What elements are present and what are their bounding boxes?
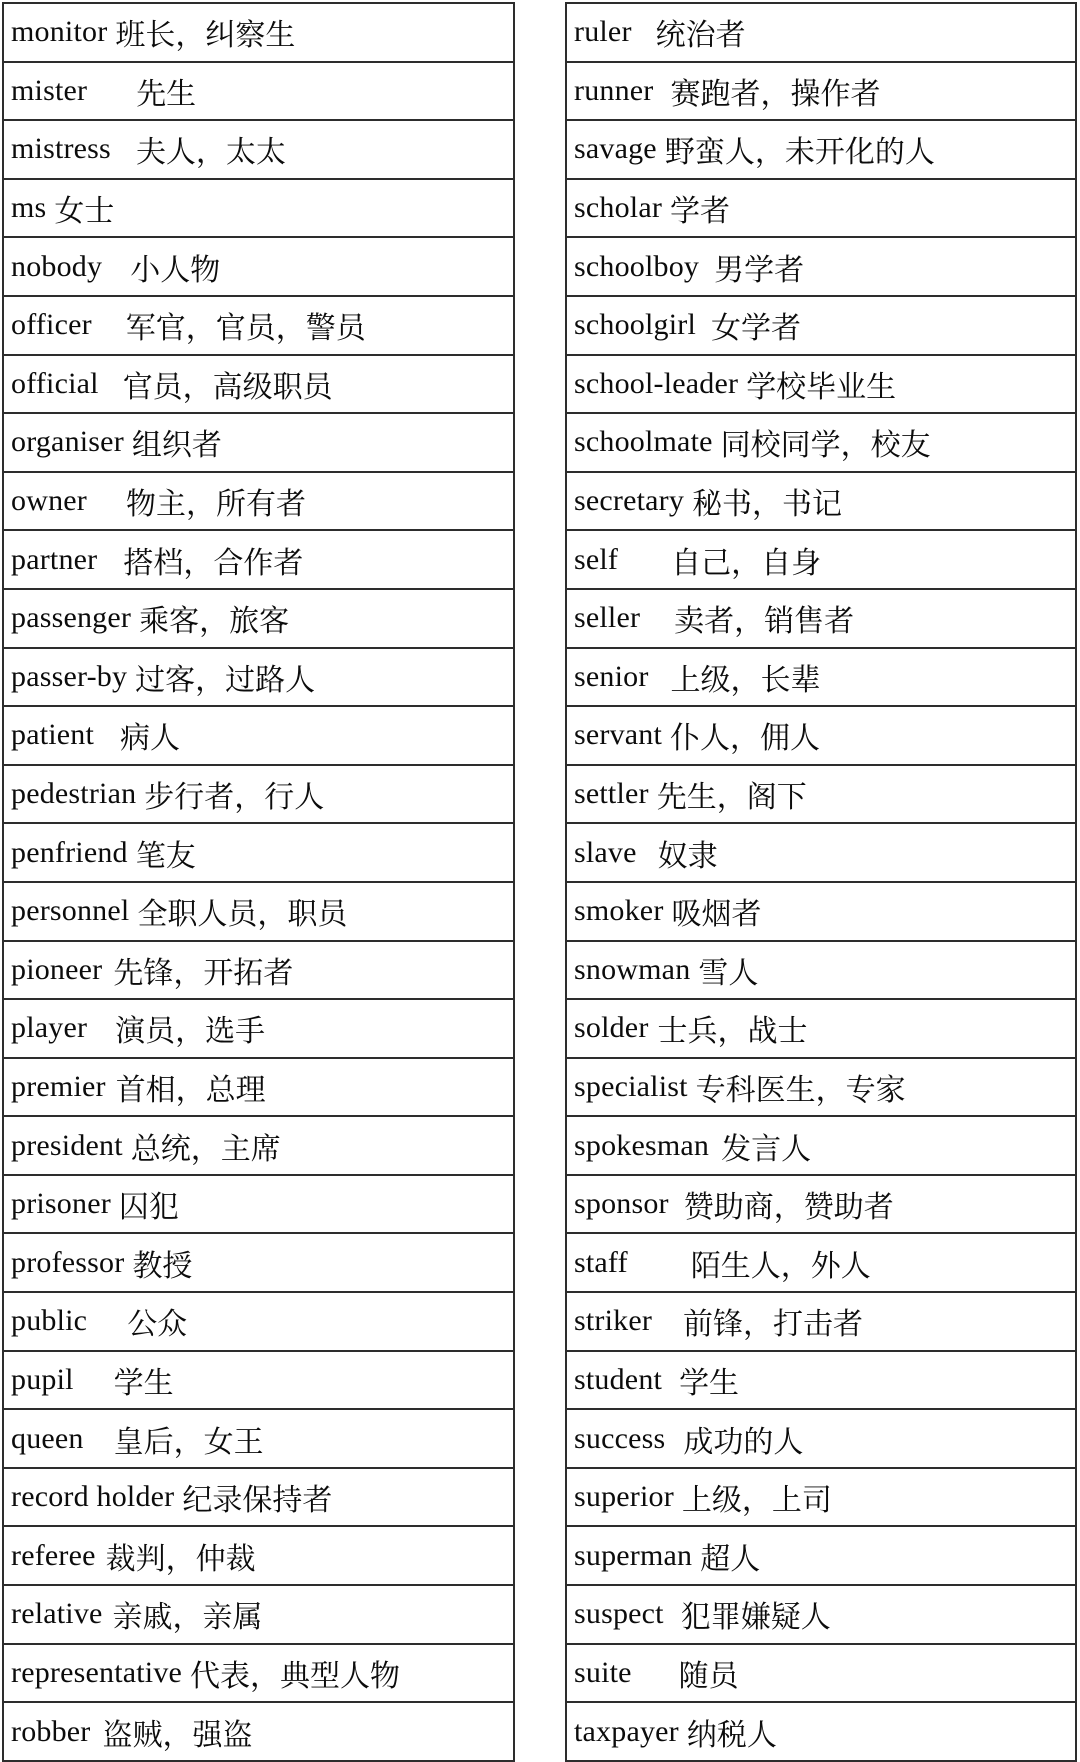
chinese-translation: 教授 (132, 1249, 193, 1283)
chinese-translation: 亲戚，亲属 (112, 1601, 263, 1635)
english-word: snowman (574, 952, 691, 986)
vocab-row (566, 179, 1076, 238)
chinese-translation: 皇后，女王 (113, 1425, 264, 1459)
english-word: president (11, 1128, 123, 1162)
english-word: relative (11, 1597, 103, 1631)
chinese-translation: 物主，所有者 (125, 488, 306, 522)
vocab-cell (3, 1116, 514, 1175)
vocab-cell (3, 237, 514, 296)
vocab-row (566, 355, 1076, 414)
chinese-translation: 夫人，太太 (135, 136, 286, 170)
english-word: nobody (11, 249, 103, 283)
vocab-cell (566, 1116, 1076, 1175)
vocab-cell (566, 530, 1076, 589)
vocab-cell (3, 1175, 514, 1234)
vocab-row (566, 1468, 1076, 1527)
vocab-row (3, 1292, 514, 1351)
vocab-cell (3, 1526, 514, 1585)
vocab-row (3, 1233, 514, 1292)
chinese-translation: 官员，高级职员 (122, 370, 333, 404)
vocab-row (566, 62, 1076, 121)
vocab-row (566, 1644, 1076, 1703)
vocab-row (3, 706, 514, 765)
chinese-translation: 上级，长辈 (670, 663, 821, 697)
vocab-cell (566, 296, 1076, 355)
vocab-row (566, 472, 1076, 531)
chinese-translation: 同校同学，校友 (720, 429, 931, 463)
chinese-translation: 卖者，销售者 (674, 605, 855, 639)
chinese-translation: 女士 (54, 195, 115, 229)
vocab-cell (566, 413, 1076, 472)
english-word: schoolboy (574, 249, 700, 283)
vocab-cell (3, 1233, 514, 1292)
english-word: referee (11, 1538, 96, 1572)
vocab-cell (566, 1175, 1076, 1234)
vocab-row (3, 1702, 514, 1761)
chinese-translation: 陌生人，外人 (690, 1249, 871, 1283)
vocab-cell (3, 999, 514, 1058)
english-word: mistress (11, 132, 111, 166)
english-word: student (574, 1362, 663, 1396)
vocab-cell (3, 1644, 514, 1703)
vocab-cell (566, 237, 1076, 296)
english-word: passenger (11, 601, 132, 635)
english-word: player (11, 1011, 88, 1045)
vocab-row (566, 3, 1076, 62)
english-word: school-leader (574, 366, 739, 400)
chinese-translation: 学生 (113, 1366, 174, 1400)
vocab-cell (566, 3, 1076, 62)
vocab-row (566, 1233, 1076, 1292)
vocab-cell (3, 179, 514, 238)
chinese-translation: 步行者，行人 (144, 781, 325, 815)
vocab-row (3, 296, 514, 355)
english-word: slave (574, 835, 637, 869)
english-word: schoolmate (574, 425, 713, 459)
vocab-row (3, 355, 514, 414)
vocab-cell (3, 882, 514, 941)
english-word: superman (574, 1538, 693, 1572)
vocab-cell (3, 1292, 514, 1351)
english-word: secretary (574, 484, 685, 518)
chinese-translation: 囚犯 (118, 1191, 179, 1225)
chinese-translation: 盗贼，强盗 (102, 1718, 253, 1752)
english-word: solder (574, 1011, 649, 1045)
english-word: officer (11, 308, 92, 342)
english-word: owner (11, 484, 87, 518)
vocab-cell (566, 1585, 1076, 1644)
english-word: self (574, 542, 619, 576)
vocab-cell (3, 941, 514, 1000)
vocab-cell (566, 823, 1076, 882)
vocab-cell (566, 882, 1076, 941)
english-word: settler (574, 777, 649, 811)
vocab-row (566, 765, 1076, 824)
vocab-row (566, 296, 1076, 355)
vocab-row (566, 706, 1076, 765)
english-word: ms (11, 191, 47, 225)
english-word: passer-by (11, 659, 128, 693)
english-word: partner (11, 542, 98, 576)
english-word: seller (574, 601, 641, 635)
vocab-row (3, 530, 514, 589)
vocab-row (3, 882, 514, 941)
vocab-row (566, 823, 1076, 882)
chinese-translation: 上级，上司 (681, 1484, 832, 1518)
english-word: queen (11, 1421, 84, 1455)
chinese-translation: 班长，纠察生 (115, 19, 296, 53)
vocab-row (3, 1468, 514, 1527)
vocab-row (3, 237, 514, 296)
vocab-cell (3, 823, 514, 882)
english-word: striker (574, 1304, 653, 1338)
chinese-translation: 自己，自身 (671, 546, 822, 580)
vocab-row (3, 413, 514, 472)
chinese-translation: 女学者 (711, 312, 801, 346)
vocab-cell (566, 1468, 1076, 1527)
vocab-row (3, 120, 514, 179)
vocab-cell (566, 179, 1076, 238)
chinese-translation: 犯罪嫌疑人 (680, 1601, 831, 1635)
chinese-translation: 全职人员，职员 (137, 898, 348, 932)
english-word: mister (11, 73, 88, 107)
vocab-row (566, 1526, 1076, 1585)
chinese-translation: 代表，典型人物 (190, 1659, 401, 1693)
english-word: sponsor (574, 1187, 669, 1221)
chinese-translation: 组织者 (131, 429, 222, 463)
vocab-cell (3, 355, 514, 414)
chinese-translation: 吸烟者 (671, 898, 762, 932)
english-word: schoolgirl (574, 308, 696, 342)
chinese-translation: 雪人 (698, 956, 759, 990)
chinese-translation: 赞助商，赞助者 (683, 1191, 894, 1225)
vocab-cell (3, 1351, 514, 1410)
english-word: savage (574, 132, 657, 166)
english-word: penfriend (11, 835, 128, 869)
vocab-row (566, 999, 1076, 1058)
chinese-translation: 总统，主席 (130, 1132, 281, 1166)
vocab-cell (566, 472, 1076, 531)
vocab-row (566, 1702, 1076, 1761)
english-word: senior (574, 659, 649, 693)
vocab-row (566, 1058, 1076, 1117)
vocab-row (3, 941, 514, 1000)
english-word: success (574, 1421, 666, 1455)
vocab-row (3, 1585, 514, 1644)
vocab-row (3, 179, 514, 238)
vocab-cell (3, 1409, 514, 1468)
english-word: public (11, 1304, 88, 1338)
english-word: smoker (574, 894, 664, 928)
vocab-row (3, 823, 514, 882)
vocab-row (566, 1351, 1076, 1410)
chinese-translation: 纪录保持者 (182, 1484, 333, 1518)
english-word: ruler (574, 15, 632, 49)
vocab-cell (566, 62, 1076, 121)
chinese-translation: 先生 (136, 77, 197, 111)
vocab-cell (3, 120, 514, 179)
vocab-row (3, 589, 514, 648)
vocab-cell (3, 1702, 514, 1761)
vocab-row (566, 237, 1076, 296)
vocab-cell (566, 1233, 1076, 1292)
chinese-translation: 病人 (120, 722, 181, 756)
english-word: scholar (574, 191, 663, 225)
chinese-translation: 小人物 (130, 253, 221, 287)
vocab-row (3, 62, 514, 121)
english-word: personnel (11, 894, 130, 928)
vocab-row (3, 1409, 514, 1468)
chinese-translation: 裁判，仲裁 (105, 1542, 256, 1576)
chinese-translation: 赛跑者，操作者 (670, 77, 881, 111)
chinese-translation: 奴隶 (657, 839, 718, 873)
chinese-translation: 搭档，合作者 (123, 546, 304, 580)
english-word: professor (11, 1245, 125, 1279)
english-word: spokesman (574, 1128, 710, 1162)
vocab-cell (566, 1292, 1076, 1351)
vocab-cell (566, 706, 1076, 765)
vocab-cell (3, 296, 514, 355)
vocab-cell (3, 413, 514, 472)
vocab-cell (566, 765, 1076, 824)
vocab-cell (3, 648, 514, 707)
english-word: patient (11, 718, 95, 752)
vocab-row (566, 1292, 1076, 1351)
english-word: superior (574, 1480, 674, 1514)
vocab-cell (3, 1468, 514, 1527)
chinese-translation: 超人 (700, 1542, 761, 1576)
vocab-cell (3, 1058, 514, 1117)
chinese-translation: 乘客，旅客 (139, 605, 290, 639)
vocab-row (566, 589, 1076, 648)
vocab-cell (3, 472, 514, 531)
english-word: taxpayer (574, 1714, 679, 1748)
chinese-translation: 学校毕业生 (746, 370, 897, 404)
chinese-translation: 首相，总理 (115, 1073, 266, 1107)
vocab-cell (566, 589, 1076, 648)
chinese-translation: 过客，过路人 (135, 663, 316, 697)
chinese-translation: 秘书，书记 (692, 488, 843, 522)
vocab-cell (3, 706, 514, 765)
english-word: pedestrian (11, 777, 137, 811)
vocab-row (3, 1175, 514, 1234)
vocab-cell (566, 1409, 1076, 1468)
vocab-row (566, 882, 1076, 941)
chinese-translation: 先生，阁下 (656, 781, 807, 815)
vocab-cell (566, 1702, 1076, 1761)
english-word: organiser (11, 425, 124, 459)
vocab-cell (3, 589, 514, 648)
vocab-row (3, 1116, 514, 1175)
chinese-translation: 纳税人 (686, 1718, 777, 1752)
vocab-row (3, 1644, 514, 1703)
vocab-row (566, 530, 1076, 589)
chinese-translation: 士兵，战士 (657, 1015, 808, 1049)
vocab-row (566, 1409, 1076, 1468)
vocab-cell (566, 120, 1076, 179)
chinese-translation: 随员 (678, 1659, 739, 1693)
english-word: staff (574, 1245, 628, 1279)
english-word: monitor (11, 15, 108, 49)
vocab-row (3, 999, 514, 1058)
chinese-translation: 笔友 (135, 839, 196, 873)
chinese-translation: 仆人，佣人 (670, 722, 821, 756)
chinese-translation: 男学者 (714, 253, 805, 287)
chinese-translation: 学者 (670, 195, 731, 229)
vocab-cell (566, 1526, 1076, 1585)
vocab-cell (566, 1058, 1076, 1117)
english-word: prisoner (11, 1187, 111, 1221)
vocab-row (566, 1175, 1076, 1234)
english-word: pupil (11, 1362, 74, 1396)
chinese-translation: 前锋，打击者 (683, 1308, 864, 1342)
vocab-cell (566, 355, 1076, 414)
english-word: suite (574, 1655, 632, 1689)
english-word: suspect (574, 1597, 664, 1631)
english-word: record holder (11, 1480, 175, 1514)
vocab-row (3, 3, 514, 62)
vocab-row (566, 120, 1076, 179)
chinese-translation: 专科医生，专家 (695, 1073, 906, 1107)
english-word: robber (11, 1714, 91, 1748)
vocab-cell (3, 1585, 514, 1644)
vocab-cell (566, 1644, 1076, 1703)
vocab-row (566, 648, 1076, 707)
chinese-translation: 成功的人 (683, 1425, 804, 1459)
english-word: servant (574, 718, 663, 752)
chinese-translation: 公众 (127, 1308, 188, 1342)
chinese-translation: 发言人 (721, 1132, 812, 1166)
chinese-translation: 演员，选手 (115, 1015, 266, 1049)
vocab-cell (566, 1351, 1076, 1410)
english-word: premier (11, 1069, 106, 1103)
vocab-row (3, 765, 514, 824)
vocab-row (566, 413, 1076, 472)
vocab-table-left (2, 2, 515, 1762)
vocab-row (3, 472, 514, 531)
vocab-cell (566, 941, 1076, 1000)
vocab-cell (3, 530, 514, 589)
english-word: pioneer (11, 952, 103, 986)
vocab-row (3, 1526, 514, 1585)
chinese-translation: 学生 (679, 1366, 740, 1400)
vocab-table-right (565, 2, 1077, 1762)
english-word: official (11, 366, 99, 400)
english-word: specialist (574, 1069, 688, 1103)
chinese-translation: 野蛮人，未开化的人 (664, 136, 935, 170)
chinese-translation: 统治者 (655, 19, 746, 53)
english-word: runner (574, 73, 654, 107)
vocab-cell (566, 999, 1076, 1058)
english-word: representative (11, 1655, 183, 1689)
vocab-row (566, 1585, 1076, 1644)
vocab-row (3, 1351, 514, 1410)
chinese-translation: 军官，官员，警员 (125, 312, 366, 346)
vocab-row (566, 941, 1076, 1000)
chinese-translation: 先锋，开拓者 (113, 956, 294, 990)
vocab-row (3, 648, 514, 707)
vocab-row (3, 1058, 514, 1117)
vocab-cell (566, 648, 1076, 707)
vocab-cell (3, 765, 514, 824)
vocab-cell (3, 3, 514, 62)
vocab-row (566, 1116, 1076, 1175)
vocab-cell (3, 62, 514, 121)
